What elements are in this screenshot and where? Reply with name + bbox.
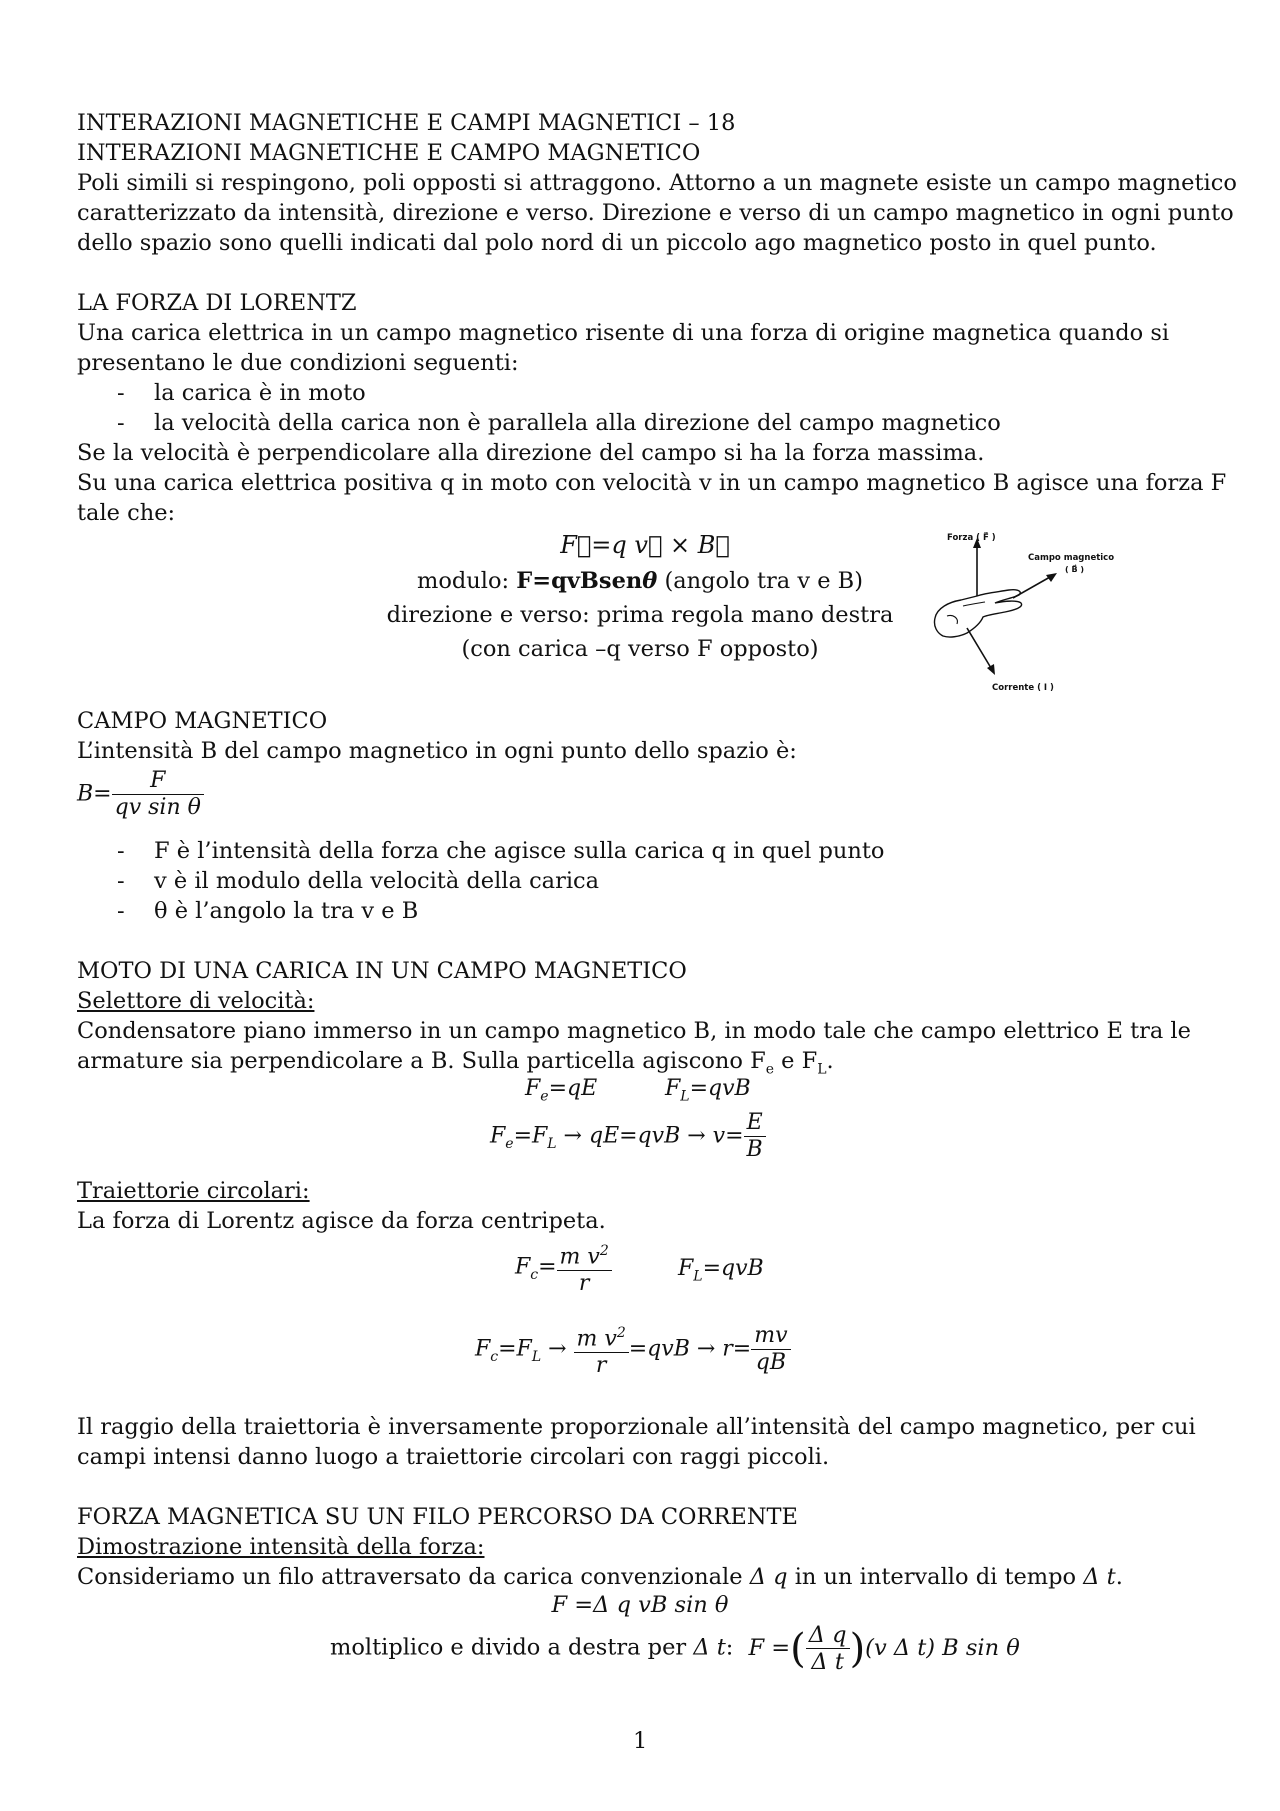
fc-symbol: F <box>515 1254 531 1280</box>
section-heading-interazioni: INTERAZIONI MAGNETICHE E CAMPO MAGNETICO <box>77 140 701 166</box>
eq-den: qB <box>755 1350 786 1376</box>
thumb-line <box>947 615 957 624</box>
lorentz-vector-formula: F⃗=q v⃗ × B⃗ <box>560 531 730 559</box>
lorentz-force-equation <box>678 1256 764 1284</box>
fl-sub: L <box>680 1088 690 1105</box>
eq-part: → qE=qvB → v= <box>556 1123 744 1149</box>
expanded-den: Δ t <box>811 1649 844 1675</box>
finger-line <box>963 602 985 606</box>
section-heading-filo: FORZA MAGNETICA SU UN FILO PERCORSO DA CORRENTE <box>77 1504 798 1530</box>
campo-b-label: ( B⃗ ) <box>1065 565 1084 574</box>
current-arrow <box>967 628 991 668</box>
document-title: INTERAZIONI MAGNETICHE E CAMPI MAGNETICI – 18 <box>77 110 736 136</box>
eq-symbol: F <box>475 1336 491 1362</box>
fc-num-text: m v <box>559 1244 600 1270</box>
multiply-dt: Δ t <box>693 1634 726 1661</box>
bullet-dash: - <box>117 380 125 406</box>
paragraph-fragment: Consideriamo un filo attraversato da carica convenzionale <box>77 1564 750 1590</box>
subheading-dimostrazione: Dimostrazione intensità della forza: <box>77 1534 485 1560</box>
wire-force-equation: F =Δ q vB sin θ <box>551 1592 729 1618</box>
bullet-text: v è il modulo della velocità della carica <box>154 868 600 894</box>
subscript-e: e <box>765 1061 775 1078</box>
current-arrowhead <box>987 664 995 675</box>
bullet-dash: - <box>117 898 125 924</box>
paragraph-line: tale che: <box>77 500 176 526</box>
fl-rest: =qvB <box>689 1076 751 1101</box>
eq-symbol: F <box>490 1123 506 1149</box>
direzione-line: direzione e verso: prima regola mano destra <box>386 602 894 628</box>
fe-symbol: F <box>525 1076 541 1101</box>
bullet-text: la carica è in moto <box>154 380 366 406</box>
fl-sub: L <box>693 1268 703 1285</box>
fc-den: r <box>578 1271 590 1297</box>
b-formula-num: F <box>112 768 204 795</box>
corrente-label: Corrente ( I ) <box>992 683 1054 693</box>
fe-sub: e <box>540 1088 549 1105</box>
page-number: 1 <box>633 1728 648 1754</box>
subscript-l: L <box>817 1061 827 1078</box>
paragraph-line: presentano le due condizioni seguenti: <box>77 350 519 376</box>
paragraph-line: Condensatore piano immerso in un campo magnetico B, in modo tale che campo elettrico E tra le <box>77 1018 1191 1044</box>
paragraph-line: Poli simili si respingono, poli opposti si attraggono. Attorno a un magnete esiste un campo magnetico <box>77 170 1237 196</box>
multiply-colon: : <box>725 1634 734 1661</box>
paragraph-line: Se la velocità è perpendicolare alla direzione del campo si ha la forza massima. <box>77 440 985 466</box>
eq-sub: L <box>531 1349 542 1366</box>
section-heading-lorentz: LA FORZA DI LORENTZ <box>77 290 357 316</box>
campo-label: Campo magnetico <box>1028 553 1115 563</box>
bullet-dash: - <box>117 868 125 894</box>
subheading-selettore: Selettore di velocità: <box>77 988 315 1014</box>
multiply-line <box>330 1622 1020 1675</box>
right-hand-rule-figure <box>925 530 1125 696</box>
paragraph-fragment: e F <box>774 1048 818 1074</box>
fe-rest: =qE <box>548 1076 598 1101</box>
fc-exp: 2 <box>599 1243 609 1259</box>
eq-num-text: m v <box>576 1326 617 1352</box>
eq-sub: L <box>547 1135 557 1152</box>
eq-num <box>574 1320 629 1353</box>
fl-symbol: F <box>678 1256 694 1281</box>
paragraph-fragment: . <box>826 1048 834 1074</box>
fl-equation <box>665 1076 751 1104</box>
paragraph-line: Su una carica elettrica positiva q in moto con velocità v in un campo magnetico B agisce una forza F <box>77 470 1227 496</box>
paragraph-line: La forza di Lorentz agisce da forza centripeta. <box>77 1208 606 1234</box>
wire-force-expanded <box>748 1622 1020 1675</box>
bullet-text: θ è l’angolo la tra v e B <box>154 898 419 924</box>
eq-sub: c <box>490 1349 499 1366</box>
hand-outline <box>934 590 1021 637</box>
paragraph-line <box>77 1562 1123 1592</box>
paragraph-line: dello spazio sono quelli indicati dal polo nord di un piccolo ago magnetico posto in quel punto. <box>77 230 1157 256</box>
eq-den: r <box>595 1353 607 1379</box>
fc-sub: c <box>530 1267 539 1284</box>
modulo-line <box>380 566 900 596</box>
multiply-text: moltiplico e divido a destra per <box>330 1634 694 1661</box>
modulo-bold: F=qvBsen <box>516 568 643 594</box>
carica-line: (con carica –q verso F opposto) <box>461 636 819 662</box>
fc-num <box>557 1238 612 1271</box>
expanded-rest: (v Δ t) B sin θ <box>865 1634 1020 1661</box>
paragraph-fragment: . <box>1115 1564 1123 1590</box>
section-heading-moto: MOTO DI UNA CARICA IN UN CAMPO MAGNETICO <box>77 958 687 984</box>
paren-open: ( <box>790 1625 806 1672</box>
eq-sub: e <box>505 1135 514 1152</box>
bullet-text: F è l’intensità della forza che agisce sulla carica q in quel punto <box>154 838 885 864</box>
b-formula <box>77 768 204 821</box>
subheading-traiettorie: Traiettorie circolari: <box>77 1178 310 1204</box>
eq-num: mv <box>751 1323 790 1350</box>
eq-part: =qvB → r= <box>628 1336 752 1362</box>
expanded-num: Δ q <box>806 1622 850 1649</box>
bullet-text: la velocità della carica non è parallela alla direzione del campo magnetico <box>154 410 1001 436</box>
delta-q: Δ q <box>749 1564 788 1590</box>
eq-den: B <box>746 1137 763 1162</box>
fl-rest: =qvB <box>702 1256 764 1281</box>
paragraph-line: Una carica elettrica in un campo magnetico risente di una forza di origine magnetica quando si <box>77 320 1170 346</box>
bullet-dash: - <box>117 410 125 436</box>
section-heading-campo: CAMPO MAGNETICO <box>77 708 328 734</box>
modulo-label: modulo: <box>417 568 517 594</box>
eq-exp: 2 <box>616 1325 626 1341</box>
paragraph-line: Il raggio della traiettoria è inversamente proporzionale all’intensità del campo magnetico, per cui <box>77 1414 1196 1440</box>
paragraph-fragment: armature sia perpendicolare a B. Sulla particella agiscono F <box>77 1048 766 1074</box>
modulo-rest: (angolo tra v e B) <box>657 568 863 594</box>
b-formula-den: qv sin θ <box>114 795 201 820</box>
fe-equation <box>525 1076 597 1104</box>
paragraph-fragment: in un intervallo di tempo <box>787 1564 1084 1590</box>
centripetal-equation: $F_c=$ $\frac{m v^2}{r}$ <box>515 1238 612 1297</box>
radius-equation <box>475 1320 791 1379</box>
bullet-dash: - <box>117 838 125 864</box>
eq-num: E <box>744 1110 766 1137</box>
fl-symbol: F <box>665 1076 681 1101</box>
delta-t: Δ t <box>1083 1564 1116 1590</box>
b-formula-lhs: B= <box>77 781 112 807</box>
paragraph-line: L’intensità B del campo magnetico in ogni punto dello spazio è: <box>77 738 797 764</box>
forza-label: Forza ( F⃗ ) <box>947 533 996 543</box>
expanded-lhs: F = <box>748 1634 791 1661</box>
modulo-theta: θ <box>642 568 658 594</box>
eq-arrow: → <box>541 1336 574 1362</box>
paragraph-line: campi intensi danno luogo a traiettorie circolari con raggi piccoli. <box>77 1444 830 1470</box>
eq-part: =F <box>498 1336 532 1362</box>
velocity-selector-equation <box>490 1110 766 1163</box>
paragraph-line: caratterizzato da intensità, direzione e verso. Direzione e verso di un campo magnetico in ogni punto <box>77 200 1234 226</box>
paren-close: ) <box>849 1625 866 1672</box>
eq-part: =F <box>513 1123 548 1149</box>
